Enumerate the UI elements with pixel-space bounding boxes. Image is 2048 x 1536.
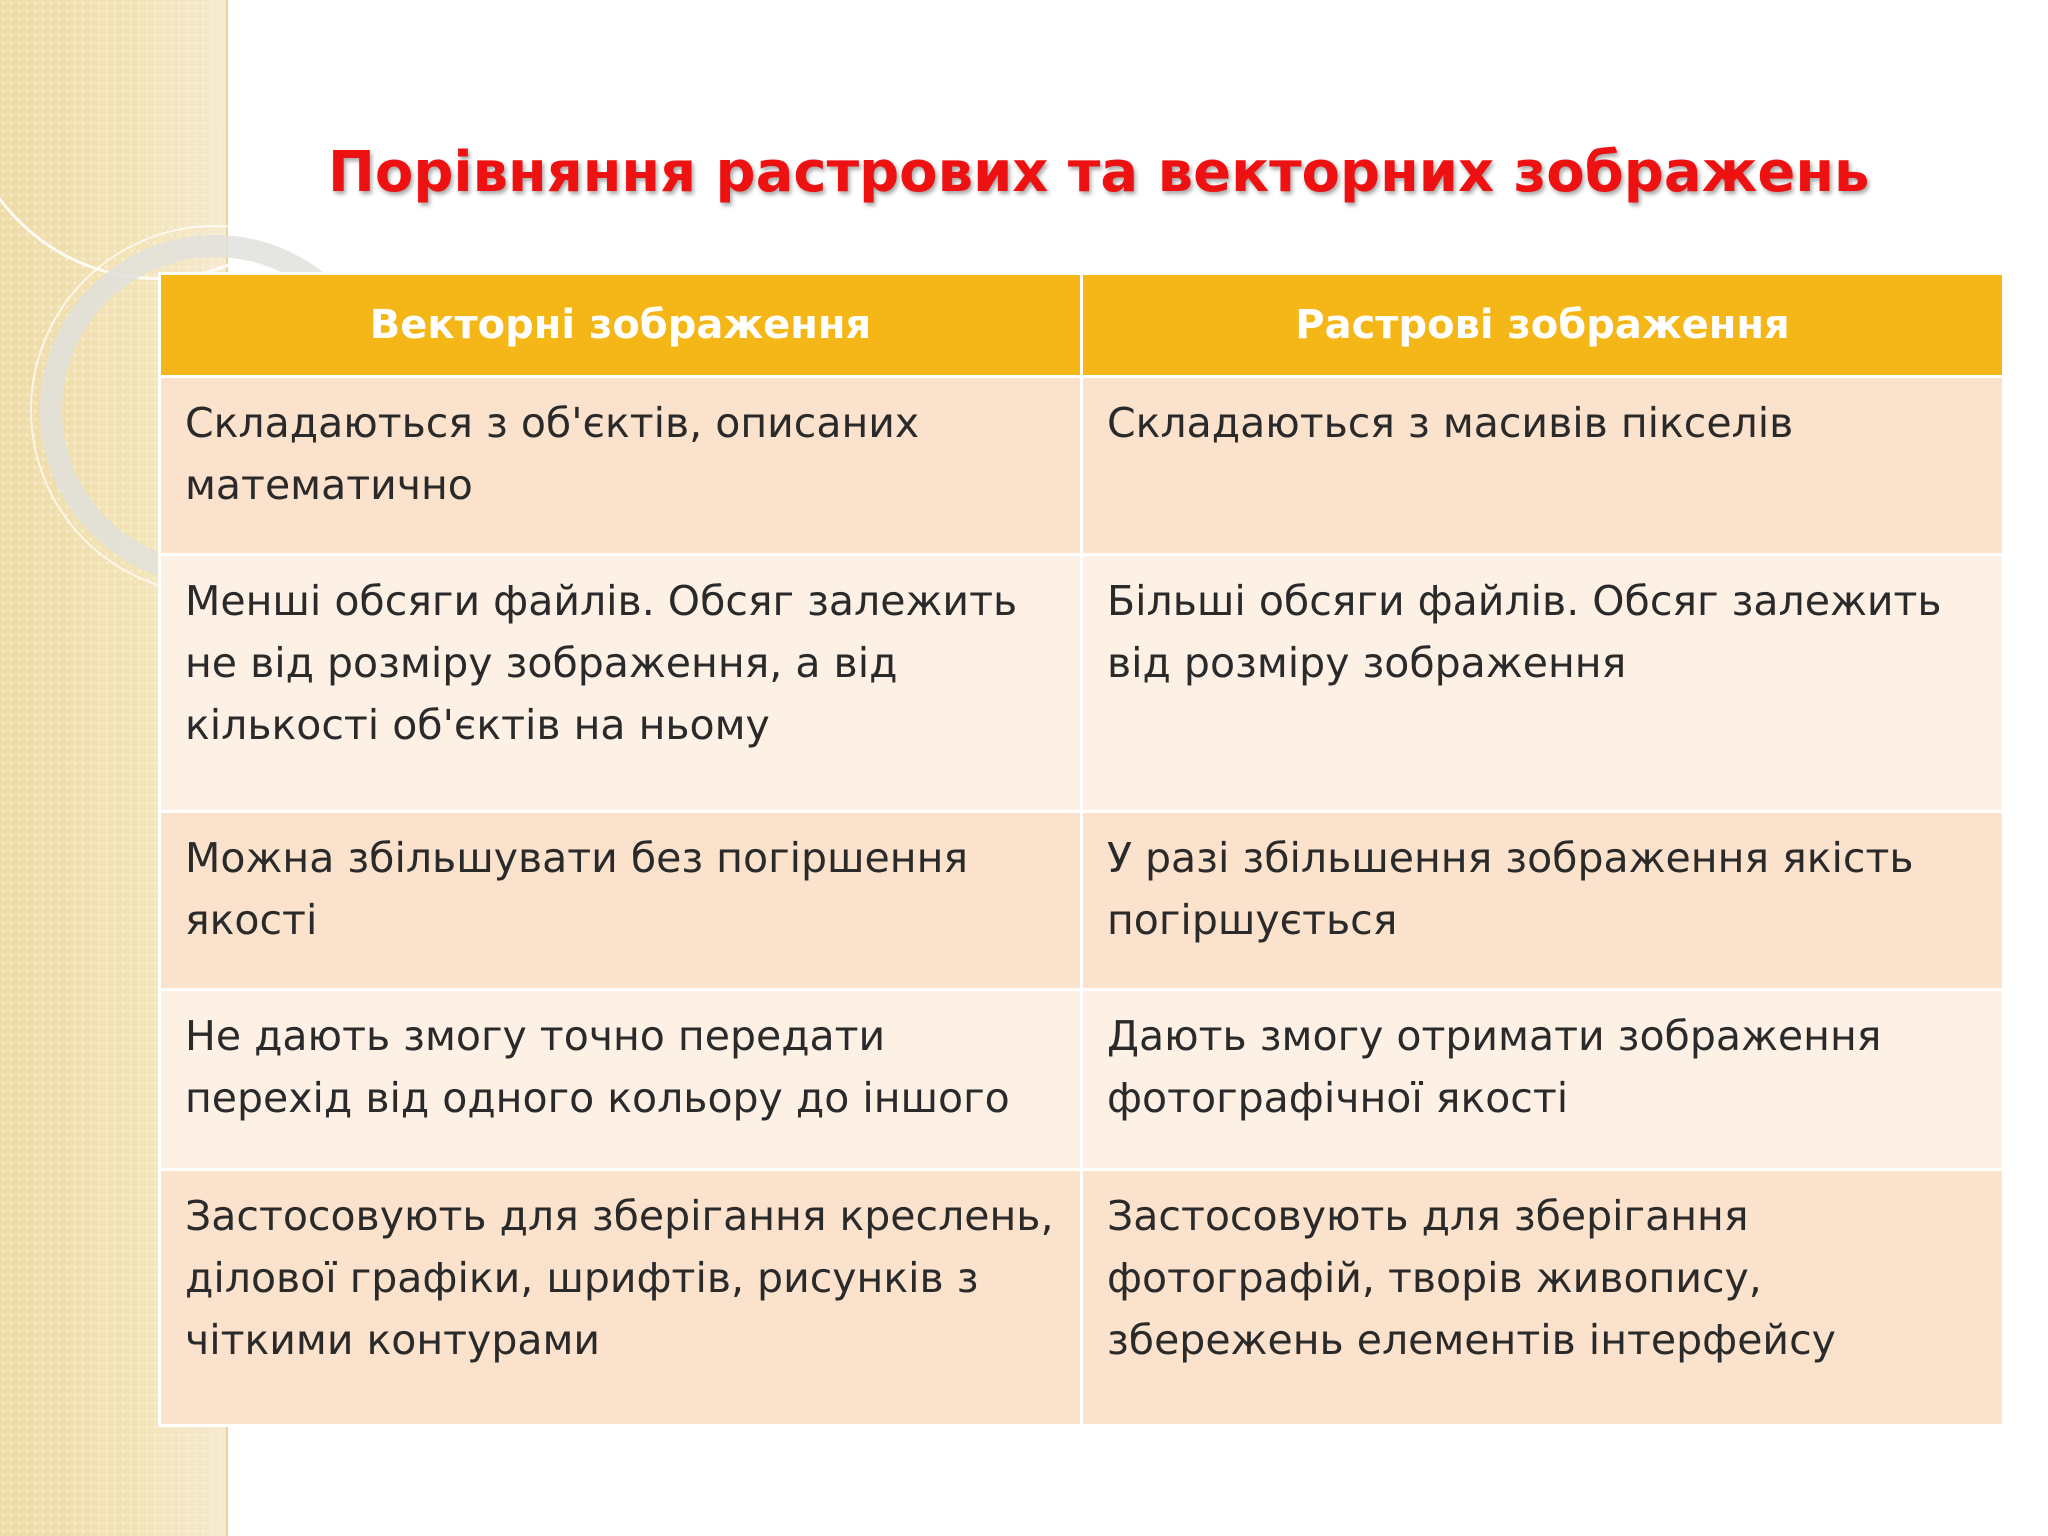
table-cell-raster: У разі збільшення зображення якість погіршується <box>1082 812 2004 990</box>
table-cell-raster: Застосовують для зберігання фотографій, творів живопису, збережень елементів інтерфейсу <box>1082 1170 2004 1426</box>
table-header-row <box>160 274 2004 377</box>
table-cell-vector: Складаються з об'єктів, описаних математично <box>160 377 1082 555</box>
table-row <box>160 377 2004 555</box>
table-cell-raster: Складаються з масивів пікселів <box>1082 377 2004 555</box>
table-cell-vector: Не дають змогу точно передати перехід від одного кольору до іншого <box>160 990 1082 1170</box>
table-cell-vector: Менші обсяги файлів. Обсяг залежить не від розміру зображення, а від кількості об'єктів на ньому <box>160 555 1082 812</box>
header-vector: Векторні зображення <box>160 274 1082 377</box>
table-row <box>160 1170 2004 1426</box>
table-row <box>160 812 2004 990</box>
table-cell-raster: Більші обсяги файлів. Обсяг залежить від розміру зображення <box>1082 555 2004 812</box>
comparison-table <box>158 272 2005 1427</box>
table-row <box>160 555 2004 812</box>
slide-title: Порівняння растрових та векторних зображень <box>328 140 1870 205</box>
table-cell-raster: Дають змогу отримати зображення фотографічної якості <box>1082 990 2004 1170</box>
table-cell-vector: Можна збільшувати без погіршення якості <box>160 812 1082 990</box>
header-raster: Растрові зображення <box>1082 274 2004 377</box>
table-cell-vector: Застосовують для зберігання креслень, ділової графіки, шрифтів, рисунків з чіткими контурами <box>160 1170 1082 1426</box>
table-row <box>160 990 2004 1170</box>
